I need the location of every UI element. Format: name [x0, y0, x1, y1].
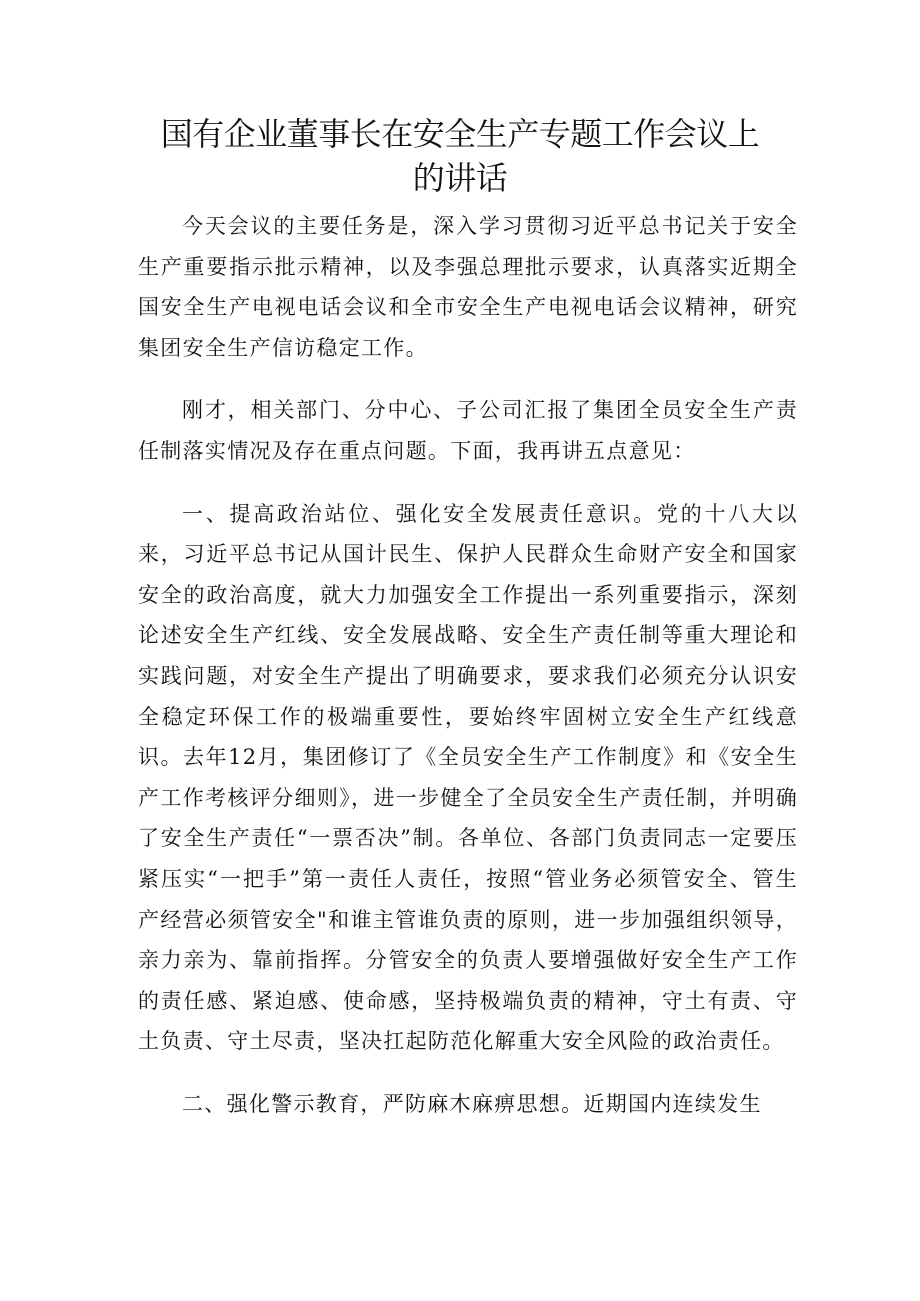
- title-line-1: 国有企业董事长在安全生产专题工作会议上: [160, 115, 760, 153]
- paragraph-point-two: 二、强化警示教育，严防麻木麻痹思想。近期国内连续发生: [182, 1091, 762, 1116]
- paragraph-reports: 刚才，相关部门、分中心、子公司汇报了集团全员安全生产责任制落实情况及存在重点问题。下面，我再讲五点意见：: [138, 398, 798, 463]
- title-line-2: 的讲话: [412, 159, 508, 197]
- document-body: [138, 206, 798, 1124]
- paragraph-point-one: 一、提高政治站位、强化安全发展责任意识。党的十八大以来，习近平总书记从国计民生、保护人民群众生命财产安全和国家安全的政治高度，就大力加强安全工作提出一系列重要指示，深刻论述安全生产红线、安全发展战略、安全生产责任制等重大理论和实践问题，对安全生产提出了明确要求，要求我们必须充分认识安全稳定环保工作的极端重要性，要始终牢固树立安全生产红线意识。去年12月，集团修订了《全员安全生产工作制度》和《安全生产工作考核评分细则》，进一步健全了全员安全生产责任制，并明确了安全生产责任“一票否决”制。各单位、各部门负责同志一定要压紧压实“一把手”第一责任人责任，按照“管业务必须管安全、管生产经营必须管安全"和谁主管谁负责的原则，进一步加强组织领导，亲力亲为、靠前指挥。分管安全的负责人要增强做好安全生产工作的责任感、紧迫感、使命感，坚持极端负责的精神，守土有责、守土负责、守土尽责，坚决扛起防范化解重大安全风险的政治责任。: [138, 501, 798, 1054]
- paragraph-intro: 今天会议的主要任务是，深入学习贯彻习近平总书记关于安全生产重要指示批示精神，以及李强总理批示要求，认真落实近期全国安全生产电视电话会议和全市安全生产电视电话会议精神，研究集团安全生产信访稳定工作。: [138, 214, 798, 360]
- document-title: [100, 112, 820, 200]
